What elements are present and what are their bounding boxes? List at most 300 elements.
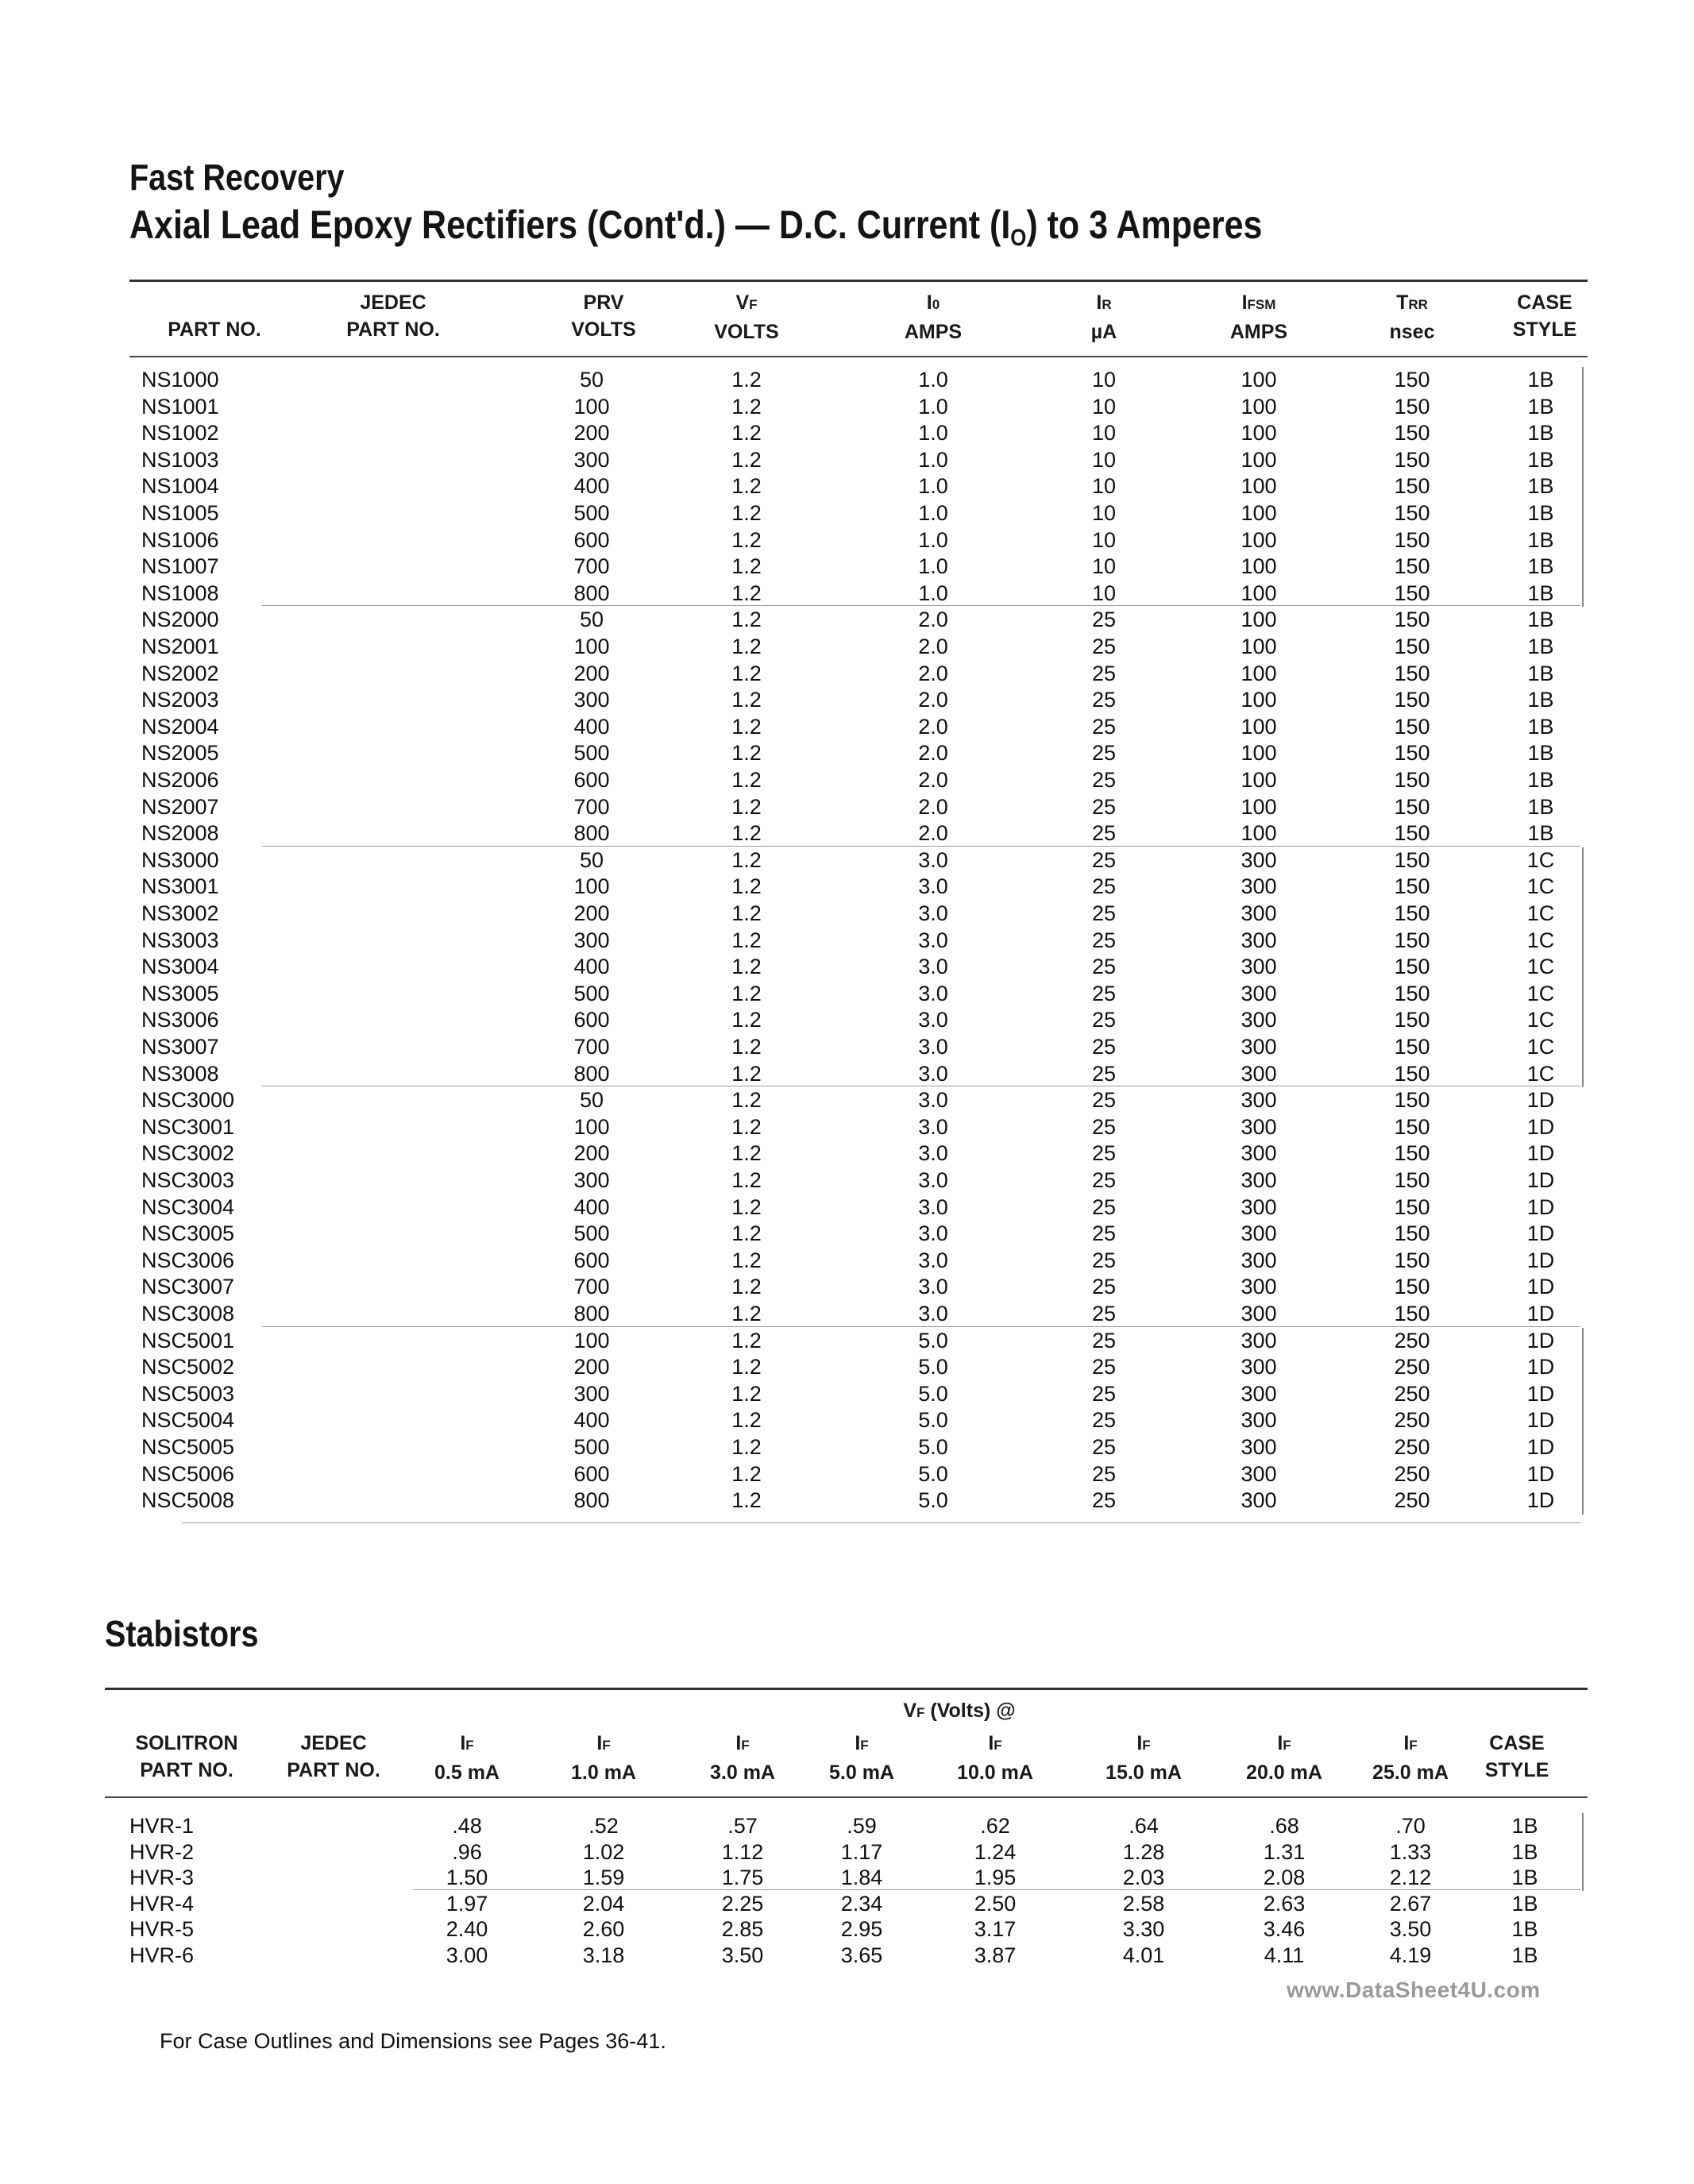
- table-cell: 1B: [1527, 688, 1554, 712]
- table-cell: 150: [1394, 368, 1430, 392]
- table-cell: 10: [1091, 474, 1117, 499]
- table-cell: 25: [1091, 1461, 1117, 1486]
- part-number-cell: NSC3008: [141, 1302, 235, 1325]
- table-cell: 700: [573, 1035, 610, 1059]
- if-sub: F: [1283, 1738, 1291, 1753]
- table-cell: 1.2: [731, 1461, 762, 1486]
- table-cell: 250: [1394, 1461, 1430, 1486]
- table-cell: 150: [1394, 501, 1430, 525]
- ifsm-unit: AMPS: [1229, 321, 1288, 343]
- stabistor-cell: 2.60: [582, 1917, 625, 1941]
- table-cell: 1.0: [918, 527, 948, 552]
- group-divider: [262, 1326, 1580, 1327]
- table-cell: 1.2: [731, 1355, 762, 1379]
- table-cell: 150: [1394, 635, 1430, 658]
- table-cell: 250: [1394, 1435, 1430, 1459]
- table-cell: 1D: [1526, 1381, 1555, 1406]
- table-cell: 300: [573, 1381, 610, 1406]
- subtitle-pre: Axial Lead Epoxy Rectifiers (Cont'd.) — D.C. Current (I: [129, 203, 1011, 247]
- stabistor-cell: 1B: [1511, 1866, 1538, 1889]
- table-cell: 150: [1394, 527, 1430, 552]
- table-cell: 1.2: [731, 661, 762, 685]
- header-if-6: [1221, 1730, 1348, 1786]
- table-cell: 2.0: [918, 661, 948, 685]
- if-sub: F: [741, 1738, 750, 1753]
- if-current: 20.0 mA: [1246, 1761, 1322, 1784]
- table-cell: 300: [1241, 1275, 1277, 1299]
- table-cell: 1.2: [731, 1194, 762, 1219]
- table-cell: 1.2: [731, 1302, 762, 1325]
- table-cell: 800: [573, 1488, 610, 1513]
- table-cell: 25: [1091, 635, 1117, 658]
- table-cell: 50: [579, 847, 604, 872]
- stabistor-cell: 2.34: [840, 1891, 883, 1916]
- table-cell: 300: [1241, 1168, 1277, 1192]
- table-cell: 150: [1394, 1035, 1430, 1059]
- table-cell: 400: [573, 474, 610, 499]
- if-current: 5.0 mA: [829, 1761, 894, 1784]
- stabistor-cell: 2.50: [974, 1891, 1017, 1916]
- if-sub: F: [860, 1738, 869, 1753]
- table-cell: 150: [1394, 608, 1430, 632]
- part-number-cell: NS3005: [141, 981, 219, 1005]
- table-cell: 1B: [1527, 635, 1554, 658]
- vf-unit: VOLTS: [714, 321, 779, 343]
- header-jedec: JEDEC PART NO.: [346, 291, 440, 341]
- stabistor-cell: .68: [1269, 1814, 1299, 1838]
- table-cell: 500: [573, 501, 610, 525]
- table-cell: 3.0: [918, 1194, 948, 1219]
- table-cell: 25: [1091, 768, 1117, 792]
- table-cell: 1.2: [731, 1088, 762, 1113]
- part-number-cell: NSC5004: [141, 1408, 235, 1433]
- table-cell: 1B: [1527, 447, 1554, 472]
- stabistor-cell: 2.85: [721, 1917, 764, 1941]
- table-cell: 150: [1394, 688, 1430, 712]
- stabistor-cell: 1.33: [1389, 1839, 1432, 1864]
- table-cell: 5.0: [918, 1488, 948, 1513]
- stabistor-part-cell: HVR-5: [129, 1917, 195, 1941]
- stabistor-cell: 4.19: [1389, 1943, 1432, 1967]
- part-number-cell: NS1006: [141, 527, 219, 552]
- table-cell: 25: [1091, 847, 1117, 872]
- table-cell: 25: [1091, 1061, 1117, 1086]
- header-if-0: [403, 1730, 531, 1786]
- table-cell: 1.2: [731, 981, 762, 1005]
- stabistors-title: Stabistors: [105, 1613, 259, 1654]
- table-cell: 1.0: [918, 368, 948, 392]
- table-cell: 1.2: [731, 874, 762, 899]
- table-cell: 400: [573, 1408, 610, 1433]
- table-cell: 2.0: [918, 714, 948, 739]
- table-cell: 1B: [1527, 394, 1554, 419]
- part-number-cell: NSC5008: [141, 1488, 235, 1513]
- if-sym: I: [988, 1732, 994, 1754]
- table-cell: 3.0: [918, 928, 948, 952]
- table-cell: 300: [1241, 1488, 1277, 1513]
- footnote: For Case Outlines and Dimensions see Pages 36-41.: [160, 2029, 666, 2053]
- table-cell: 25: [1091, 821, 1117, 846]
- table-cell: 25: [1091, 1275, 1117, 1299]
- table-cell: 150: [1394, 901, 1430, 925]
- table-cell: 600: [573, 1008, 610, 1032]
- table-cell: 300: [573, 447, 610, 472]
- table-cell: 100: [573, 1328, 610, 1352]
- if-sub: F: [1142, 1738, 1151, 1753]
- header-stab-jedec: JEDEC PART NO.: [287, 1732, 380, 1781]
- table-cell: 25: [1091, 1194, 1117, 1219]
- table-cell: 3.0: [918, 847, 948, 872]
- stabistor-cell: 2.12: [1389, 1866, 1432, 1889]
- table-cell: 1B: [1527, 661, 1554, 685]
- table-cell: 1.2: [731, 394, 762, 419]
- table-cell: 300: [1241, 1461, 1277, 1486]
- table-cell: 300: [1241, 1302, 1277, 1325]
- table-cell: 400: [573, 1194, 610, 1219]
- table-cell: 150: [1394, 661, 1430, 685]
- table-cell: 25: [1091, 688, 1117, 712]
- table-cell: 10: [1091, 554, 1117, 579]
- table-cell: 2.0: [918, 688, 948, 712]
- stabistor-cell: 1B: [1511, 1917, 1538, 1941]
- table-cell: 3.0: [918, 1114, 948, 1139]
- table-cell: 100: [1241, 768, 1277, 792]
- table-cell: 2.0: [918, 768, 948, 792]
- stabistor-cell: .59: [847, 1814, 877, 1838]
- table-cell: 1D: [1526, 1168, 1555, 1192]
- part-number-cell: NS2002: [141, 661, 219, 685]
- table-cell: 100: [1241, 581, 1277, 605]
- table-cell: 3.0: [918, 1275, 948, 1299]
- table-cell: 2.0: [918, 741, 948, 766]
- table-cell: 1.2: [731, 368, 762, 392]
- header-case: CASE STYLE: [1512, 291, 1577, 341]
- part-number-cell: NSC3000: [141, 1088, 235, 1113]
- table-cell: 100: [1241, 447, 1277, 472]
- vgroup-sym: V: [903, 1700, 917, 1722]
- stabistor-cell: 1.50: [446, 1866, 488, 1889]
- part-number-cell: NSC5005: [141, 1435, 235, 1459]
- table-cell: 1.2: [731, 1488, 762, 1513]
- if-sym: I: [1136, 1732, 1143, 1754]
- table-cell: 1D: [1526, 1488, 1555, 1513]
- table-cell: 150: [1394, 1114, 1430, 1139]
- table-cell: 800: [573, 1302, 610, 1325]
- table-cell: 25: [1091, 1168, 1117, 1192]
- part-number-cell: NS1004: [141, 474, 219, 499]
- header-if-7: [1347, 1730, 1474, 1786]
- table-cell: 10: [1091, 368, 1117, 392]
- part-number-cell: NS3003: [141, 928, 219, 952]
- table-cell: 100: [1241, 714, 1277, 739]
- table-cell: 10: [1091, 527, 1117, 552]
- table-cell: 300: [1241, 874, 1277, 899]
- part-number-cell: NS3007: [141, 1035, 219, 1059]
- table-cell: 25: [1091, 1355, 1117, 1379]
- if-sub: F: [465, 1738, 474, 1753]
- part-number-cell: NS3000: [141, 847, 219, 872]
- table-cell: 100: [1241, 608, 1277, 632]
- table-cell: 400: [573, 955, 610, 979]
- part-number-cell: NS2006: [141, 768, 219, 792]
- table-cell: 1.0: [918, 501, 948, 525]
- part-number-cell: NS1000: [141, 368, 219, 392]
- table-cell: 150: [1394, 1248, 1430, 1272]
- table-cell: 1.2: [731, 527, 762, 552]
- table-bottom-rule: [183, 1522, 1580, 1523]
- stabistor-cell: 3.65: [840, 1943, 883, 1967]
- table-cell: 25: [1091, 901, 1117, 925]
- table-cell: 1B: [1527, 501, 1554, 525]
- table-cell: 1D: [1526, 1408, 1555, 1433]
- table-cell: 500: [573, 741, 610, 766]
- table-cell: 1D: [1526, 1328, 1555, 1352]
- part-number-cell: NS2001: [141, 635, 219, 658]
- table-cell: 1.2: [731, 1328, 762, 1352]
- stabistor-cell: 1B: [1511, 1814, 1538, 1838]
- table-cell: 3.0: [918, 1302, 948, 1325]
- part-number-cell: NSC3004: [141, 1194, 235, 1219]
- stabistor-cell: 1.75: [721, 1866, 764, 1889]
- header-vf: [691, 289, 802, 345]
- stabistor-cell: .48: [452, 1814, 482, 1838]
- table-cell: 250: [1394, 1381, 1430, 1406]
- table-cell: 800: [573, 1061, 610, 1086]
- table-cell: 100: [1241, 421, 1277, 446]
- table-cell: 1B: [1527, 608, 1554, 632]
- table-cell: 150: [1394, 474, 1430, 499]
- watermark: www.DataSheet4U.com: [1287, 1978, 1541, 2002]
- table-cell: 25: [1091, 955, 1117, 979]
- table-cell: 300: [1241, 1355, 1277, 1379]
- table-cell: 1.0: [918, 394, 948, 419]
- table-cell: 300: [1241, 955, 1277, 979]
- subtitle-sub: O: [1010, 225, 1027, 251]
- table-cell: 1.2: [731, 688, 762, 712]
- table-cell: 1B: [1527, 714, 1554, 739]
- if-sym: I: [1277, 1732, 1283, 1754]
- table-cell: 700: [573, 554, 610, 579]
- if-sym: I: [596, 1732, 603, 1754]
- header-if-2: [679, 1730, 806, 1786]
- table-cell: 1D: [1526, 1248, 1555, 1272]
- table-cell: 1C: [1526, 901, 1555, 925]
- part-number-cell: NS1005: [141, 501, 219, 525]
- stabistor-cell: 2.04: [582, 1891, 625, 1916]
- stabistor-cell: 1.02: [582, 1839, 625, 1864]
- table-cell: 50: [579, 368, 604, 392]
- table-cell: 1.2: [731, 847, 762, 872]
- stabistor-cell: 3.30: [1122, 1917, 1165, 1941]
- table-cell: 600: [573, 1461, 610, 1486]
- table-cell: 1.0: [918, 581, 948, 605]
- stabistor-cell: 1.59: [582, 1866, 625, 1889]
- header-trr: [1364, 289, 1460, 345]
- table-cell: 300: [573, 928, 610, 952]
- table-cell: 500: [573, 1435, 610, 1459]
- stabistor-cell: 1.31: [1263, 1839, 1306, 1864]
- stabistor-cell: 3.50: [1389, 1917, 1432, 1941]
- part-number-cell: NS3001: [141, 874, 219, 899]
- table-cell: 1B: [1527, 421, 1554, 446]
- table-cell: 1B: [1527, 527, 1554, 552]
- table-cell: 1C: [1526, 874, 1555, 899]
- table-cell: 25: [1091, 741, 1117, 766]
- table-cell: 1B: [1527, 474, 1554, 499]
- table-cell: 2.0: [918, 794, 948, 819]
- if-current: 15.0 mA: [1106, 1761, 1182, 1784]
- stabistor-cell: 2.95: [840, 1917, 883, 1941]
- table-cell: 800: [573, 821, 610, 846]
- table-cell: 1D: [1526, 1114, 1555, 1139]
- table-cell: 150: [1394, 821, 1430, 846]
- table-cell: 1.2: [731, 1248, 762, 1272]
- table-cell: 1B: [1527, 768, 1554, 792]
- part-number-cell: NSC5002: [141, 1355, 235, 1379]
- if-current: 0.5 mA: [434, 1761, 500, 1784]
- table-cell: 1C: [1526, 1035, 1555, 1059]
- stabistor-cell: 1B: [1511, 1943, 1538, 1967]
- table-cell: 800: [573, 581, 610, 605]
- table-cell: 25: [1091, 1435, 1117, 1459]
- table-cell: 10: [1091, 394, 1117, 419]
- table-cell: 400: [573, 714, 610, 739]
- stabistor-cell: 2.63: [1263, 1891, 1306, 1916]
- if-sub: F: [602, 1738, 611, 1753]
- table-cell: 150: [1394, 447, 1430, 472]
- group-bracket: [1582, 367, 1584, 607]
- table-cell: 25: [1091, 1328, 1117, 1352]
- table-cell: 100: [1241, 394, 1277, 419]
- table-cell: 1.2: [731, 1114, 762, 1139]
- group-bracket: [1582, 847, 1584, 1087]
- header-part-no: PART NO.: [168, 318, 261, 341]
- table-cell: 50: [579, 1088, 604, 1113]
- table-cell: 150: [1394, 794, 1430, 819]
- table-cell: 5.0: [918, 1461, 948, 1486]
- stabistor-cell: .57: [727, 1814, 758, 1838]
- table-cell: 1D: [1526, 1461, 1555, 1486]
- table-cell: 25: [1091, 1141, 1117, 1166]
- table-cell: 150: [1394, 581, 1430, 605]
- table-cell: 5.0: [918, 1408, 948, 1433]
- stabistor-cell: .96: [452, 1839, 482, 1864]
- table-cell: 100: [1241, 368, 1277, 392]
- vf-sub: F: [749, 297, 758, 312]
- part-number-cell: NS2008: [141, 821, 219, 846]
- stabistor-cell: 1.24: [974, 1839, 1017, 1864]
- if-current: 1.0 mA: [571, 1761, 636, 1784]
- table-cell: 600: [573, 527, 610, 552]
- table-cell: 25: [1091, 981, 1117, 1005]
- vf-sym: V: [735, 291, 750, 314]
- stabistor-bracket: [1582, 1813, 1584, 1891]
- vf-group-header: [880, 1700, 1039, 1723]
- stabistor-cell: 2.25: [721, 1891, 764, 1916]
- table-cell: 1D: [1526, 1088, 1555, 1113]
- stabistor-cell: 3.50: [721, 1943, 764, 1967]
- table-cell: 25: [1091, 794, 1117, 819]
- table-cell: 25: [1091, 1488, 1117, 1513]
- table-cell: 150: [1394, 554, 1430, 579]
- trr-unit: nsec: [1389, 321, 1435, 343]
- table-cell: 1D: [1526, 1355, 1555, 1379]
- table-cell: 300: [1241, 981, 1277, 1005]
- table-cell: 1B: [1527, 741, 1554, 766]
- table-cell: 200: [573, 901, 610, 925]
- group-bracket: [1582, 1328, 1584, 1515]
- page-title: Fast Recovery: [129, 156, 345, 198]
- part-number-cell: NS2003: [141, 688, 219, 712]
- table-cell: 300: [1241, 1248, 1277, 1272]
- page-subtitle: [129, 202, 1262, 252]
- header-if-4: [932, 1730, 1059, 1786]
- stabistor-cell: 1.95: [974, 1866, 1017, 1889]
- if-sym: I: [1403, 1732, 1410, 1754]
- stabistor-cell: 1.12: [721, 1839, 764, 1864]
- table-cell: 1D: [1526, 1302, 1555, 1325]
- part-number-cell: NSC5001: [141, 1328, 235, 1352]
- part-number-cell: NSC3003: [141, 1168, 235, 1192]
- table-cell: 1B: [1527, 554, 1554, 579]
- if-current: 25.0 mA: [1372, 1761, 1449, 1784]
- table-cell: 25: [1091, 1221, 1117, 1246]
- stabistor-cell: 2.58: [1122, 1891, 1165, 1916]
- table-cell: 150: [1394, 1275, 1430, 1299]
- stabistor-cell: 3.46: [1263, 1917, 1306, 1941]
- table-cell: 1C: [1526, 981, 1555, 1005]
- table-cell: 300: [1241, 1114, 1277, 1139]
- table-cell: 1.2: [731, 474, 762, 499]
- table-cell: 300: [1241, 1141, 1277, 1166]
- table-cell: 1C: [1526, 928, 1555, 952]
- table-cell: 1.2: [731, 1141, 762, 1166]
- table-cell: 200: [573, 1355, 610, 1379]
- table-cell: 100: [1241, 661, 1277, 685]
- table-cell: 1C: [1526, 847, 1555, 872]
- table-cell: 150: [1394, 1194, 1430, 1219]
- table-cell: 100: [1241, 554, 1277, 579]
- table-cell: 5.0: [918, 1435, 948, 1459]
- header-prv: PRV VOLTS: [571, 291, 636, 341]
- stabistor-cell: 3.00: [446, 1943, 488, 1967]
- table-cell: 300: [1241, 1088, 1277, 1113]
- stabistor-part-cell: HVR-4: [129, 1891, 195, 1916]
- table-cell: 100: [1241, 821, 1277, 846]
- table-cell: 1.0: [918, 554, 948, 579]
- stabistor-cell: 1.97: [446, 1891, 488, 1916]
- table-cell: 1.2: [731, 928, 762, 952]
- table-cell: 300: [1241, 1221, 1277, 1246]
- stabistor-cell: 1.84: [840, 1866, 883, 1889]
- table-cell: 150: [1394, 421, 1430, 446]
- if-sub: F: [994, 1738, 1002, 1753]
- part-number-cell: NS1007: [141, 554, 219, 579]
- table-cell: 2.0: [918, 635, 948, 658]
- table-cell: 3.0: [918, 1088, 948, 1113]
- table-cell: 1D: [1526, 1435, 1555, 1459]
- table-cell: 600: [573, 768, 610, 792]
- table-cell: 3.0: [918, 1141, 948, 1166]
- table-cell: 1B: [1527, 794, 1554, 819]
- header-io: [878, 289, 989, 345]
- table-cell: 1D: [1526, 1275, 1555, 1299]
- table-cell: 300: [1241, 928, 1277, 952]
- table-cell: 700: [573, 794, 610, 819]
- vgroup-post: (Volts) @: [930, 1700, 1016, 1722]
- part-number-cell: NS1001: [141, 394, 219, 419]
- table-cell: 5.0: [918, 1328, 948, 1352]
